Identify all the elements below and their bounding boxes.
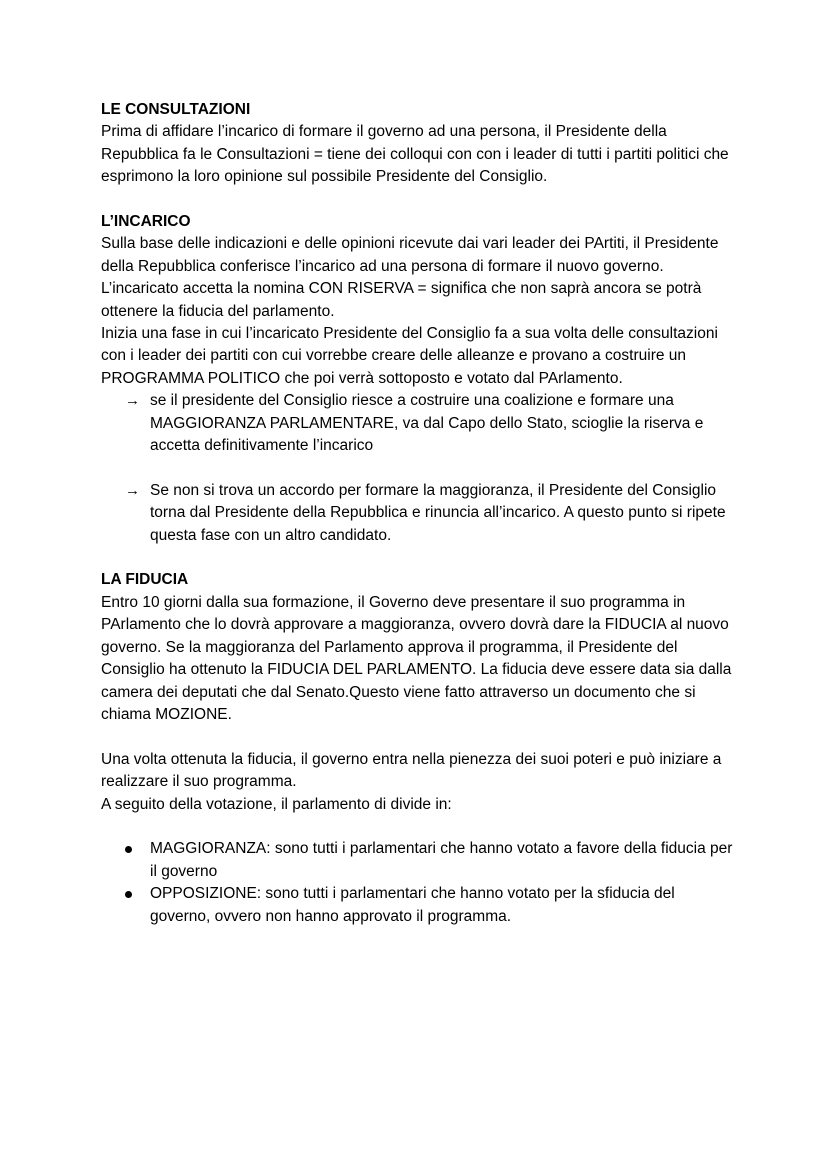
list-item	[101, 390, 738, 457]
arrow-item-text: Se non si trova un accordo per formare la maggioranza, il Presidente del Consiglio torna dal Presidente della Repubblica e rinuncia all’incarico. A questo punto si ripete questa fase con un altro candidato.	[150, 481, 726, 544]
arrow-right-icon: →	[125, 392, 140, 410]
section-title-incarico: L’INCARICO	[101, 213, 191, 231]
arrow-list	[101, 390, 738, 547]
bullet-item-text: MAGGIORANZA: sono tutti i parlamentari che hanno votato a favore della fiducia per il governo	[150, 840, 733, 880]
bullet-dot-icon	[125, 846, 132, 853]
arrow-right-icon: →	[125, 481, 140, 499]
paragraph-incarico-3: Inizia una fase in cui l’incaricato Presidente del Consiglio fa a sua volta delle consultazioni con i leader dei partiti con cui vorrebbe creare delle alleanze e provano a costruire un PROGRAMMA POLITICO che poi verrà sottoposto e votato dal PArlamento.	[101, 325, 718, 387]
spacer	[101, 189, 738, 211]
bullet-dot-icon	[125, 891, 132, 898]
list-item	[101, 838, 738, 883]
spacer	[101, 726, 738, 748]
list-item	[101, 883, 738, 928]
paragraph-consultazioni: Prima di affidare l’incarico di formare il governo ad una persona, il Presidente della Repubblica fa le Consultazioni = tiene dei colloqui con con i leader di tutti i partiti politici che esprimono la loro opinione sul possibile Presidente del Consiglio.	[101, 123, 729, 186]
spacer	[101, 547, 738, 569]
paragraph-fiducia: Entro 10 giorni dalla sua formazione, il Governo deve presentare il suo programma in PArlamento che lo dovrà approvare a maggioranza, ovvero dovrà dare la FIDUCIA al nuovo governo. Se la maggioranza del Parlamento approva il programma, il Presidente del Consiglio ha ottenuto la FIDUCIA DEL PARLAMENTO. La fiducia deve essere data sia dalla camera dei deputati che dal Senato.Questo viene fatto attraverso un documento che si chiama MOZIONE.	[101, 593, 732, 723]
paragraph-incarico-1: Sulla base delle indicazioni e delle opinioni ricevute dai vari leader dei PArtiti, il Presidente della Repubblica conferisce l’incarico ad una persona di formare il nuovo governo.	[101, 235, 719, 275]
bullet-item-text: OPPOSIZIONE: sono tutti i parlamentari che hanno votato per la sfiducia del governo, ovvero non hanno approvato il programma.	[150, 885, 675, 925]
paragraph-fiducia-2: Una volta ottenuta la fiducia, il governo entra nella pienezza dei suoi poteri e può iniziare a realizzare il suo programma.	[101, 750, 722, 791]
paragraph-fiducia-3: A seguito della votazione, il parlamento di divide in:	[101, 795, 452, 813]
spacer	[101, 457, 738, 479]
paragraph-incarico-2: L’incaricato accetta la nomina CON RISERVA = significa che non saprà ancora se potrà ottenere la fiducia del parlamento.	[101, 280, 702, 320]
arrow-item-text: se il presidente del Consiglio riesce a costruire una coalizione e formare una MAGGIORANZA PARLAMENTARE, va dal Capo dello Stato, scioglie la riserva e accetta definitivamente l’incarico	[150, 392, 704, 455]
section-title-consultazioni: LE CONSULTAZIONI	[101, 101, 251, 118]
bullet-list	[101, 838, 738, 928]
spacer	[101, 816, 738, 838]
list-item	[101, 480, 738, 547]
section-title-fiducia: LA FIDUCIA	[101, 571, 189, 589]
